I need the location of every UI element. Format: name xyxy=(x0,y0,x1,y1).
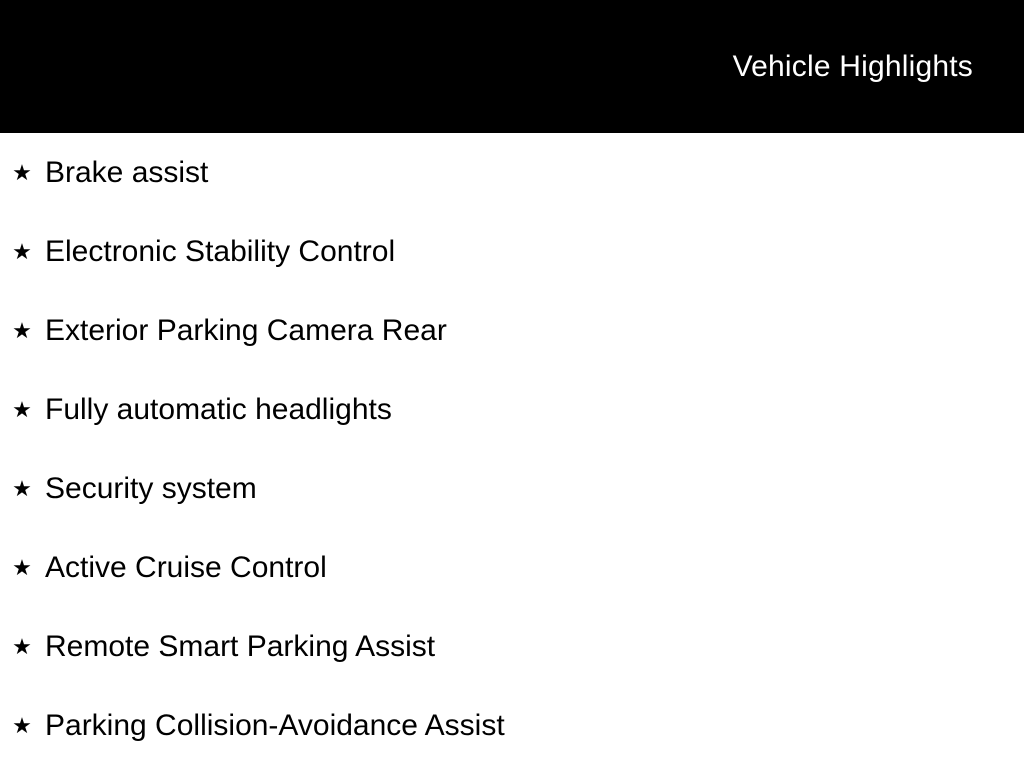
list-item-label: Electronic Stability Control xyxy=(45,234,396,268)
page-title: Vehicle Highlights xyxy=(732,49,973,83)
list-item xyxy=(0,133,1024,212)
list-item-label: Active Cruise Control xyxy=(45,550,327,584)
star-icon: ★ xyxy=(12,633,32,659)
list-item-label: Fully automatic headlights xyxy=(45,392,392,426)
list-item-label: Exterior Parking Camera Rear xyxy=(45,313,447,347)
list-item-label: Brake assist xyxy=(45,155,209,189)
list-item-label: Parking Collision-Avoidance Assist xyxy=(45,708,505,742)
header-bar xyxy=(0,0,1024,133)
list-item xyxy=(0,607,1024,686)
highlights-list xyxy=(0,133,1024,765)
list-item xyxy=(0,291,1024,370)
list-item xyxy=(0,449,1024,528)
list-item-label: Remote Smart Parking Assist xyxy=(45,629,436,663)
list-item xyxy=(0,370,1024,449)
star-icon: ★ xyxy=(12,317,32,343)
list-item-label: Security system xyxy=(45,471,257,505)
star-icon: ★ xyxy=(12,712,32,738)
star-icon: ★ xyxy=(12,238,32,264)
star-icon: ★ xyxy=(12,159,32,185)
list-item xyxy=(0,212,1024,291)
list-item xyxy=(0,528,1024,607)
star-icon: ★ xyxy=(12,475,32,501)
star-icon: ★ xyxy=(12,554,32,580)
star-icon: ★ xyxy=(12,396,32,422)
list-item xyxy=(0,686,1024,765)
